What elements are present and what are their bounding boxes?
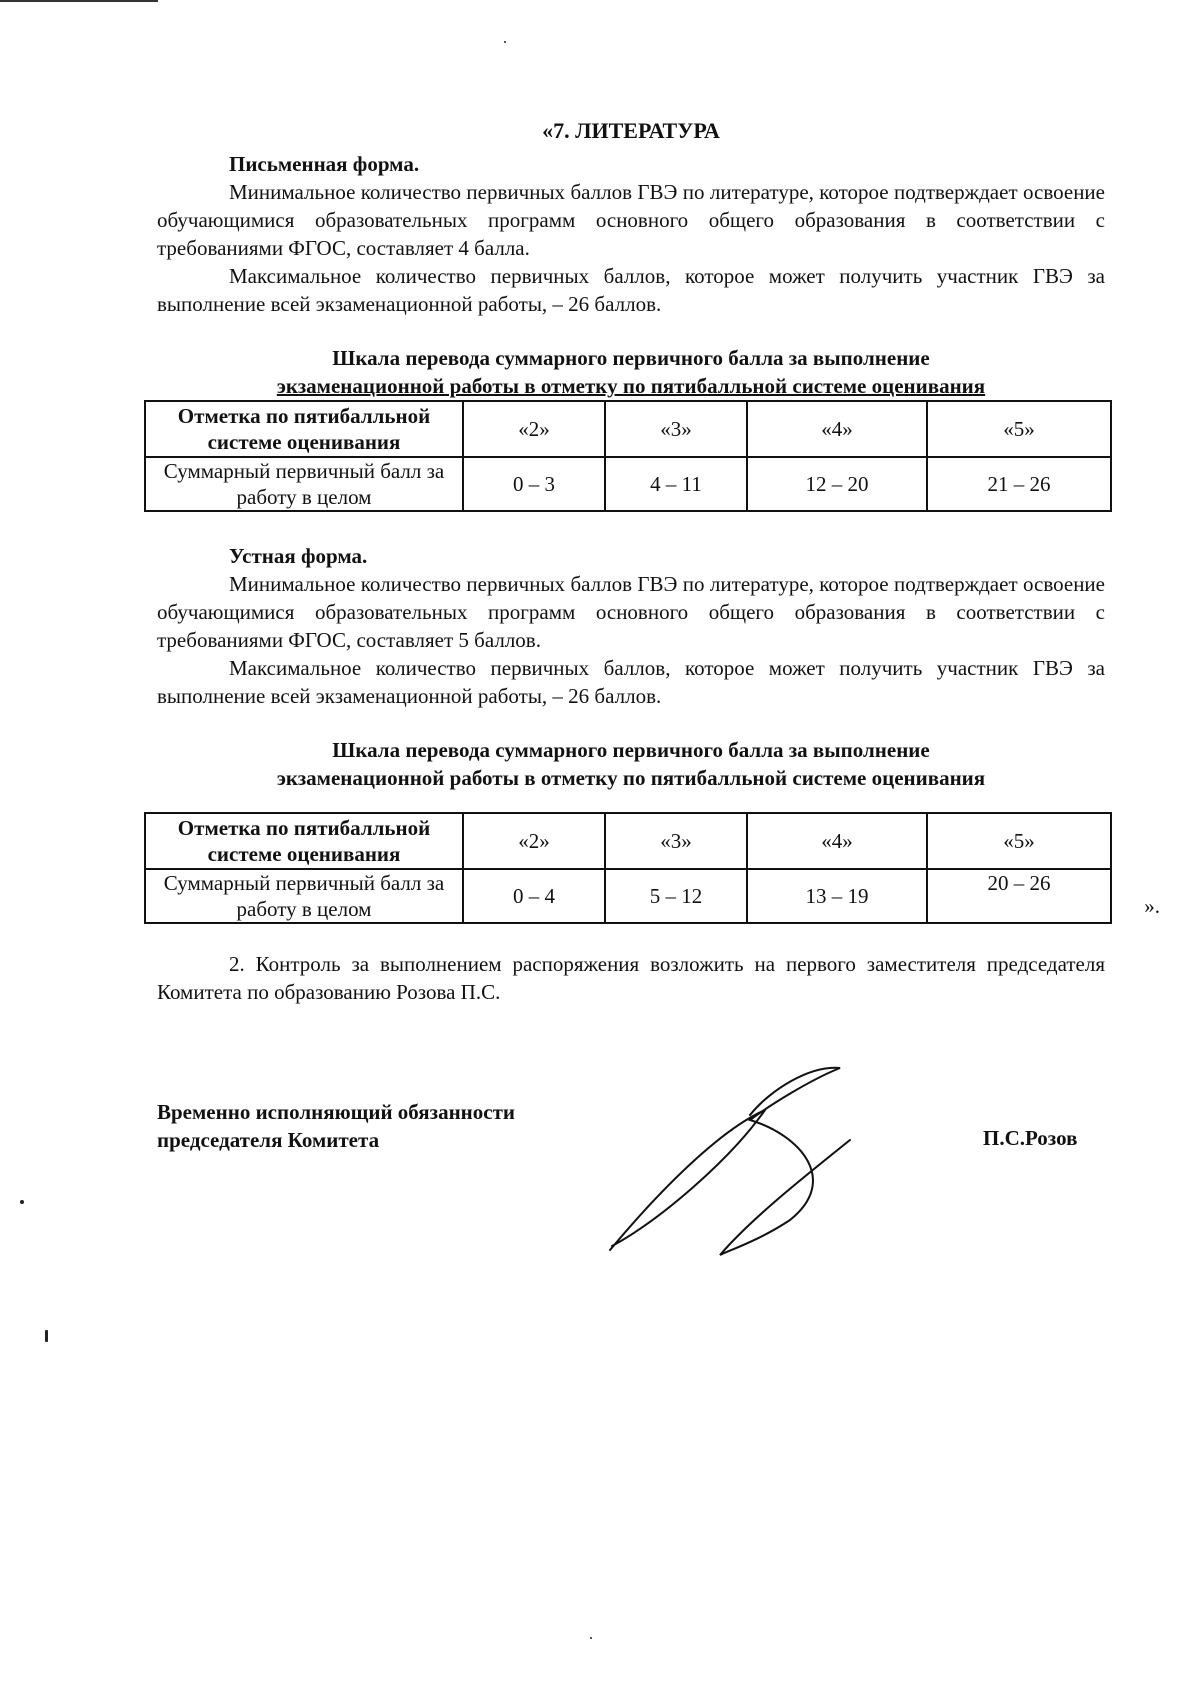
written-scale-table bbox=[144, 400, 1112, 512]
table1-caption-line2 bbox=[157, 372, 1105, 400]
scan-speck bbox=[20, 1200, 24, 1204]
table-row bbox=[145, 401, 1111, 457]
scan-speck bbox=[504, 41, 506, 43]
table2-grade-header: Отметка по пятибалльной системе оценивания bbox=[145, 813, 463, 869]
table2-caption-line2: экзаменационной работы в отметку по пятибалльной системе оценивания bbox=[276, 766, 986, 790]
table1-score-4: 12 – 20 bbox=[747, 457, 927, 511]
table2-grade-2: «2» bbox=[463, 813, 605, 869]
table1-grade-4: «4» bbox=[747, 401, 927, 457]
oral-scale-table-wrapper bbox=[157, 812, 1160, 924]
table1-grade-2: «2» bbox=[463, 401, 605, 457]
table1-caption-line1: Шкала перевода суммарного первичного балла за выполнение bbox=[332, 346, 930, 370]
table-row bbox=[145, 869, 1111, 923]
table2-score-4: 13 – 19 bbox=[747, 869, 927, 923]
oral-scale-table bbox=[144, 812, 1112, 924]
written-max-score-paragraph: Максимальное количество первичных баллов, которое может получить участник ГВЭ за выполнение всей экзаменационной работы, – 26 баллов. bbox=[157, 264, 1105, 316]
signatory-name: П.С.Розов bbox=[983, 1126, 1078, 1150]
table1-score-3: 4 – 11 bbox=[605, 457, 747, 511]
table2-grade-5: «5» bbox=[927, 813, 1111, 869]
signatory-line2: председателя Комитета bbox=[157, 1128, 380, 1152]
handwritten-signature bbox=[600, 1060, 880, 1260]
table2-score-3: 5 – 12 bbox=[605, 869, 747, 923]
table1-score-header: Суммарный первичный балл за работу в целом bbox=[145, 457, 463, 511]
table2-grade-3: «3» bbox=[605, 813, 747, 869]
table2-score-header: Суммарный первичный балл за работу в целом bbox=[145, 869, 463, 923]
section-heading: «7. ЛИТЕРАТУРА bbox=[542, 118, 720, 143]
table1-grade-3: «3» bbox=[605, 401, 747, 457]
table2-grade-4: «4» bbox=[747, 813, 927, 869]
table1-score-5: 21 – 26 bbox=[927, 457, 1111, 511]
written-min-score-paragraph: Минимальное количество первичных баллов ГВЭ по литературе, которое подтверждает освоение обучающимися образовательных программ основного общего образования в соответствии с требованиями ФГОС, составляет 4 балла. bbox=[157, 180, 1105, 260]
table2-caption-line1: Шкала перевода суммарного первичного балла за выполнение bbox=[332, 738, 930, 762]
oral-form-title: Устная форма. bbox=[229, 544, 368, 568]
signatory-line1: Временно исполняющий обязанности bbox=[157, 1100, 516, 1124]
document-body bbox=[157, 116, 1160, 1006]
table1-grade-header: Отметка по пятибалльной системе оценивания bbox=[145, 401, 463, 457]
closing-quote: ». bbox=[1144, 894, 1160, 918]
signatory-position bbox=[157, 1098, 515, 1154]
table-row bbox=[145, 457, 1111, 511]
table2-score-5: 20 – 26 bbox=[927, 869, 1111, 923]
written-form-title: Письменная форма. bbox=[229, 152, 420, 176]
table-row bbox=[145, 813, 1111, 869]
control-item-paragraph: 2. Контроль за выполнением распоряжения возложить на первого заместителя председателя Комитета по образованию Розова П.С. bbox=[157, 952, 1105, 1004]
table1-score-2: 0 – 3 bbox=[463, 457, 605, 511]
table2-score-2: 0 – 4 bbox=[463, 869, 605, 923]
oral-min-score-paragraph: Минимальное количество первичных баллов ГВЭ по литературе, которое подтверждает освоение обучающимися образовательных программ основного общего образования в соответствии с требованиями ФГОС, составляет 5 баллов. bbox=[157, 572, 1105, 652]
scan-speck bbox=[45, 1330, 48, 1342]
scan-artifact-line bbox=[0, 0, 158, 2]
scan-speck bbox=[590, 1637, 592, 1639]
oral-max-score-paragraph: Максимальное количество первичных баллов, которое может получить участник ГВЭ за выполнение всей экзаменационной работы, – 26 баллов. bbox=[157, 656, 1105, 708]
table1-caption-text: экзаменационной работы в отметку по пятибалльной системе оценивания bbox=[276, 374, 986, 398]
table1-grade-5: «5» bbox=[927, 401, 1111, 457]
